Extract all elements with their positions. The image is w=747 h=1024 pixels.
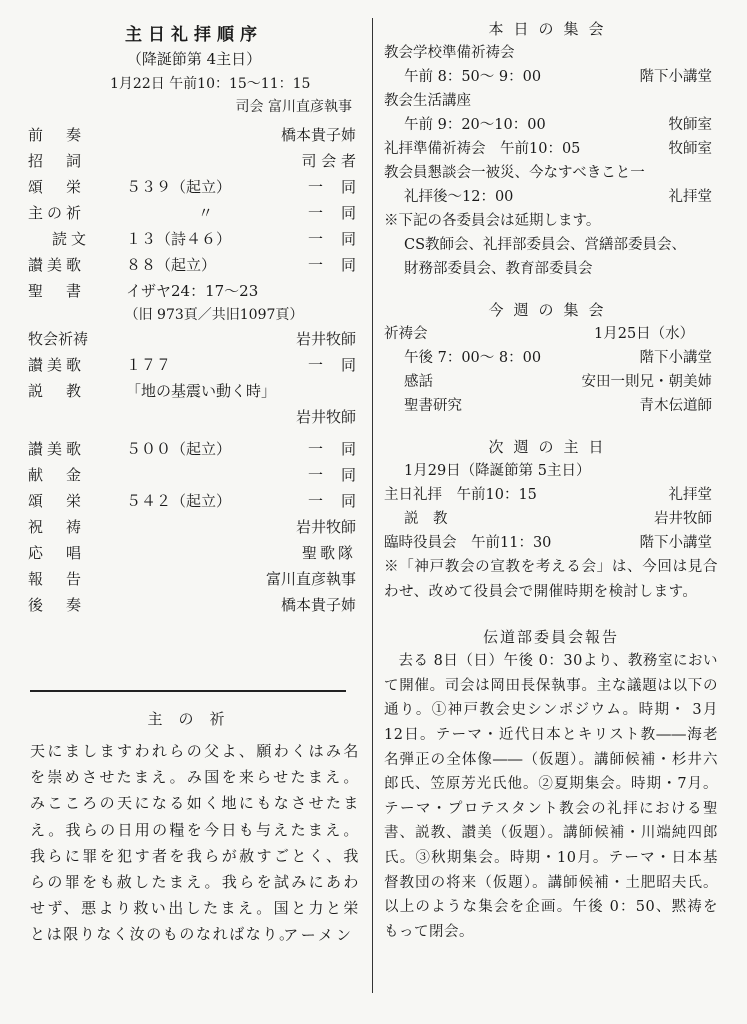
meeting-text: 感話: [404, 374, 433, 390]
meeting-text: ※下記の各委員会は延期します。: [384, 213, 601, 229]
order-label: 聖 書: [28, 282, 86, 300]
meeting-line: [384, 233, 718, 257]
meeting-text: 説 教: [404, 511, 448, 527]
worship-subtitle: （降誕節第 4主日）: [126, 50, 262, 68]
meeting-line: [384, 65, 718, 89]
order-row: [28, 566, 360, 592]
meeting-text: 教会員懇談会一被災、今なすべきこと一: [384, 165, 645, 181]
meeting-text: 主日礼拝 午前10：15: [384, 487, 537, 503]
meeting-line: [384, 185, 718, 209]
meeting-place: 礼拝堂: [668, 189, 712, 205]
announcements-column: [384, 18, 718, 944]
worship-chair: 司会 富川直彦執事: [235, 99, 352, 115]
section-divider: [30, 690, 346, 692]
order-person: 司 会 者: [301, 152, 356, 170]
meeting-place: 階下小講堂: [639, 69, 712, 85]
meeting-text: 祈祷会: [384, 326, 428, 342]
order-label: 説 教: [28, 382, 86, 400]
meeting-line: [384, 483, 718, 507]
meeting-line: [384, 209, 718, 233]
order-row: [28, 174, 374, 200]
order-person: 一同: [307, 466, 374, 484]
order-person: 岩井牧師: [295, 330, 356, 348]
meeting-place: 階下小講堂: [639, 535, 712, 551]
week-meetings-list: [384, 322, 718, 418]
order-detail: ５４２（起立）: [126, 492, 232, 510]
order-row: [28, 278, 360, 304]
order-row: [28, 326, 360, 352]
worship-order-list: [28, 122, 374, 618]
order-row: [28, 252, 374, 278]
meeting-line: [384, 394, 718, 418]
order-label: 頌 栄: [28, 178, 86, 196]
meeting-line: [384, 370, 718, 394]
meeting-person: 安田一則兄・朝美姉: [581, 374, 712, 390]
meeting-line: [384, 257, 718, 281]
order-person: 一同: [307, 178, 374, 196]
meeting-date: 1月25日（水）: [594, 326, 695, 342]
order-label: 頌 栄: [28, 492, 86, 510]
order-detail: １３（詩４６）: [126, 230, 232, 248]
worship-order-section: [28, 20, 374, 618]
order-label: 讃美歌: [28, 356, 86, 374]
order-detail: イザヤ24：17～23: [126, 282, 259, 300]
prayer-amen: アーメン: [283, 925, 354, 944]
order-person: 一同: [307, 204, 374, 222]
next-sunday-note: ※「神戸教会の宣教を考える会」は、今回は見合わせ、改めて役員会で開催時期を検討します。: [384, 559, 718, 600]
sermon-preacher: 岩井牧師: [295, 408, 356, 426]
meeting-person: 岩井牧師: [654, 511, 712, 527]
meeting-line: [384, 161, 718, 185]
meeting-text: 礼拝後～12：00: [404, 189, 514, 205]
next-sunday-list: [384, 459, 718, 555]
meeting-text: 午前 8：50～ 9：00: [404, 69, 542, 85]
sermon-title: 「地の基震い動く時」: [126, 382, 277, 400]
meeting-text: 教会生活講座: [384, 93, 471, 109]
order-label: 前 奏: [28, 126, 86, 144]
week-meetings-title: 今週の集会: [488, 301, 614, 319]
order-detail: ８８（起立）: [126, 256, 217, 274]
report-text: 去る 8日（日）午後 0：30より、教務室において開催。司会は岡田長保執事。主な議題は以下の通り。①神戸教会史シンポジウム。時期・ 3月12日。テーマ・近代日本とキリスト教――海老名弾正の全体像――（仮題）。講師候補・杉井六郎氏、笠原芳光氏他。②夏期集会。時期・7月。テーマ・プロテスタント教会の礼拝における聖書、説教、讃美（仮題）。講師候補・川端純四郎氏。③秋期集会。時期・10月。テーマ・日本基督教団の将来（仮題）。講師候補・土肥昭夫氏。以上のような集会を企画。午後 0：50、黙祷をもって閉会。: [384, 653, 718, 940]
order-person: 聖歌隊: [301, 544, 356, 562]
meeting-line: [384, 531, 718, 555]
meeting-place: 礼拝堂: [668, 487, 712, 503]
order-row: [28, 378, 360, 404]
today-meetings-title: 本日の集会: [488, 20, 614, 38]
order-person: 岩井牧師: [295, 518, 356, 536]
meeting-text: 1月29日（降誕節第 5主日）: [404, 463, 591, 479]
order-label: 祝 祷: [28, 518, 86, 536]
order-label: 讃美歌: [28, 440, 86, 458]
meeting-line: [384, 346, 718, 370]
meeting-text: 財務部委員会、教育部委員会: [404, 261, 593, 277]
order-person: 一同: [307, 356, 374, 374]
meeting-line: [384, 41, 718, 65]
order-row: [28, 200, 374, 226]
report-title: 伝道部委員会報告: [482, 628, 619, 647]
order-row: [28, 488, 374, 514]
order-person: 一同: [307, 440, 374, 458]
order-detail: ５３９（起立）: [126, 178, 232, 196]
meeting-text: 聖書研究: [404, 398, 462, 414]
meeting-text: CS教師会、礼拝部委員会、営繕部委員会、: [404, 237, 687, 253]
today-meetings-list: [384, 41, 718, 281]
meeting-text: 午前 9：20～10：00: [404, 117, 546, 133]
scripture-pages: （旧 973頁／共旧1097頁）: [124, 307, 304, 323]
meeting-person: 青木伝道師: [639, 398, 712, 414]
prayer-body: 天にましますわれらの父よ、願わくはみ名を崇めさせたまえ。み国を来らせたまえ。みこころの天になる如く地にもなさせたまえ。我らの日用の糧を今日も与えたまえ。我らに罪を犯す者を我らが赦すごとく、我らの罪をも赦したまえ。我らを試みにあわせず、悪より救い出したまえ。国と力と栄とは限りなく汝のものなればなり。: [30, 742, 360, 944]
lords-prayer-title: 主の祈: [147, 710, 241, 728]
order-label: 読文: [52, 230, 91, 248]
order-row: [28, 514, 360, 540]
order-person: 富川直彦執事: [265, 570, 356, 588]
order-detail: １７７: [126, 356, 172, 374]
order-row: [28, 436, 374, 462]
order-label: 主の祈: [28, 204, 86, 222]
order-row: [28, 462, 374, 488]
meeting-line: [384, 507, 718, 531]
order-person: 橋本貴子姉: [280, 126, 356, 144]
order-label: 応 唱: [28, 544, 86, 562]
order-label: 報 告: [28, 570, 86, 588]
meeting-place: 階下小講堂: [639, 350, 712, 366]
order-person: 一同: [307, 230, 374, 248]
meeting-line: [384, 322, 718, 346]
meeting-line: [384, 113, 718, 137]
order-row: [28, 540, 360, 566]
meeting-text: 教会学校準備祈祷会: [384, 45, 515, 61]
order-detail: ５００（起立）: [126, 440, 232, 458]
worship-date: 1月22日 午前10：15～11：15: [110, 76, 311, 92]
order-label: 讃美歌: [28, 256, 86, 274]
order-person: 一同: [307, 492, 374, 510]
meeting-place: 牧師室: [668, 117, 712, 133]
order-row: [28, 226, 374, 252]
meeting-place: 牧師室: [668, 141, 712, 157]
meeting-text: 礼拝準備祈祷会 午前10：05: [384, 141, 581, 157]
order-row: [28, 592, 360, 618]
order-row: [28, 148, 360, 174]
worship-order-title: 主日礼拝順序: [125, 25, 263, 45]
order-person: 橋本貴子姉: [280, 596, 356, 614]
next-sunday-title: 次週の主日: [488, 438, 614, 456]
meeting-line: [384, 459, 718, 483]
order-label: 後 奏: [28, 596, 86, 614]
order-label: 献 金: [28, 466, 86, 484]
order-row: [28, 352, 374, 378]
meeting-text: 午後 7：00～ 8：00: [404, 350, 542, 366]
meeting-line: [384, 137, 718, 161]
order-row: [28, 122, 360, 148]
lords-prayer-text: [30, 738, 360, 948]
meeting-text: 臨時役員会 午前11：30: [384, 535, 552, 551]
order-label: 牧会祈祷: [28, 330, 89, 348]
order-detail: 〃: [198, 204, 214, 222]
order-label: 招 詞: [28, 152, 86, 170]
meeting-line: [384, 89, 718, 113]
order-person: 一同: [307, 256, 374, 274]
